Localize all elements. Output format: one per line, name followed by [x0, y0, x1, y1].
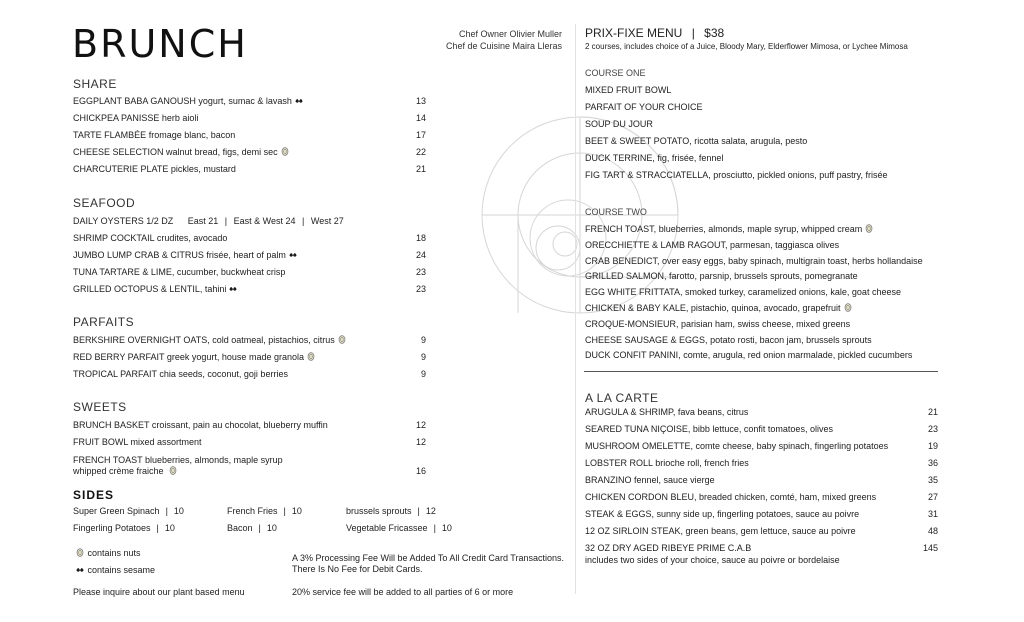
menu-item	[73, 130, 235, 141]
item-name: SHRIMP COCKTAIL	[73, 233, 155, 243]
item-description: green beans, gem lettuce, sauce au poivre	[685, 526, 856, 536]
seafood-heading: SEAFOOD	[73, 196, 136, 210]
sesame-icon	[75, 565, 85, 574]
side-name: Fingerling Potatoes	[73, 523, 151, 533]
a-la-carte-item	[585, 492, 876, 503]
course-two-item	[585, 303, 853, 314]
a-la-carte-item	[585, 424, 833, 435]
service-fee-note: 20% service fee will be added to all parties of 6 or more	[292, 587, 514, 597]
menu-item	[73, 420, 328, 431]
item-price: 9	[420, 369, 426, 379]
menu-item	[73, 164, 236, 175]
nut-icon	[337, 335, 347, 344]
item-price: 12	[415, 420, 426, 430]
a-la-carte-item	[585, 475, 715, 486]
item-price: 12	[415, 437, 426, 447]
item-description: parmesan, taggiasca olives	[730, 239, 840, 250]
item-name: 12 OZ SIRLOIN STEAK,	[585, 526, 684, 536]
item-description: breaded chicken, comté, ham, mixed greens	[699, 492, 877, 502]
side-item: French Fries | 10	[227, 506, 302, 516]
course-two-item	[585, 256, 923, 267]
item-description: fava beans, citrus	[677, 407, 749, 417]
item-description: potato rosti, bacon jam, brussels sprouts	[710, 334, 872, 345]
side-name: brussels sprouts	[346, 506, 412, 516]
item-price: 13	[415, 96, 426, 106]
course-one-item	[585, 170, 887, 181]
menu-item	[73, 284, 238, 295]
item-price: 36	[927, 458, 938, 468]
nut-icon	[843, 303, 853, 312]
item-name: CRAB BENEDICT,	[585, 255, 660, 266]
item-description: mixed assortment	[130, 437, 202, 447]
prix-fixe-heading: PRIX-FIXE MENU	[585, 26, 683, 40]
side-name: Super Green Spinach	[73, 506, 160, 516]
menu-item	[73, 96, 304, 107]
item-description: fennel, sauce vierge	[634, 475, 715, 485]
oysters-west: West 27	[310, 216, 344, 226]
item-name: BEET & SWEET POTATO,	[585, 136, 692, 146]
item-price: 23	[415, 284, 426, 294]
menu-item	[73, 437, 202, 448]
side-name: Bacon	[227, 523, 253, 533]
item-name: DUCK CONFIT PANINI,	[585, 350, 681, 361]
parfaits-heading: PARFAITS	[73, 315, 135, 329]
side-name: Vegetable Fricassee	[346, 523, 428, 533]
item-price: 19	[927, 441, 938, 451]
item-description: prosciutto, pickled onions, puff pastry, frisée	[713, 170, 888, 180]
item-price: 23	[415, 267, 426, 277]
course-one-item	[585, 136, 807, 147]
item-name: SOUP DU JOUR	[585, 119, 653, 129]
processing-fee-line2: There Is No Fee for Debit Cards.	[292, 564, 423, 574]
menu-item	[73, 335, 347, 346]
a-la-carte-item	[585, 458, 749, 469]
item-price: 27	[927, 492, 938, 502]
item-description: sunny side up, fingerling potatoes, sauce au poivre	[656, 509, 860, 519]
french-toast-desc2: whipped crème fraiche	[73, 466, 164, 476]
oysters-name: DAILY OYSTERS 1/2 DZ	[73, 216, 174, 226]
item-price: 145	[922, 543, 938, 553]
course-two-item	[585, 350, 912, 361]
item-description: pistachio, quinoa, avocado, grapefruit	[690, 303, 841, 313]
french-toast-name: FRENCH TOAST	[73, 455, 143, 465]
sesame-icon	[228, 284, 238, 293]
chef-owner: Chef Owner Olivier Muller	[458, 29, 562, 39]
nut-icon	[280, 147, 290, 156]
menu-item	[73, 147, 290, 158]
course-one-heading: COURSE ONE	[585, 68, 646, 78]
share-heading: SHARE	[73, 77, 117, 91]
sweets-heading: SWEETS	[73, 400, 127, 414]
nut-icon	[168, 466, 178, 475]
item-name: MIXED FRUIT BOWL	[585, 85, 672, 95]
item-name: FIG TART & STRACCIATELLA,	[585, 170, 711, 180]
item-name: CHICKEN CORDON BLEU,	[585, 492, 697, 502]
side-price: 10	[164, 523, 175, 533]
side-item: brussels sprouts | 12	[346, 506, 436, 516]
item-description: farotto, parsnip, brussels sprouts, pomegranate	[669, 271, 858, 282]
side-item: Super Green Spinach | 10	[73, 506, 184, 516]
course-two-item	[585, 287, 901, 298]
plant-based-note: Please inquire about our plant based menu	[73, 587, 245, 597]
course-one-item	[585, 102, 703, 113]
ribeye-note: includes two sides of your choice, sauce au poivre or bordelaise	[585, 555, 840, 565]
item-description: comte cheese, baby spinach, fingerling potatoes	[695, 441, 889, 451]
item-price: 18	[415, 233, 426, 243]
item-price: 17	[415, 130, 426, 140]
side-price: 10	[441, 523, 452, 533]
side-price: 12	[425, 506, 436, 516]
item-description: yogurt, sumac & lavash	[198, 96, 292, 106]
a-la-carte-item	[585, 441, 888, 452]
item-name: SEARED TUNA NIÇOISE,	[585, 424, 691, 434]
item-name: TARTE FLAMBÉE	[73, 130, 147, 140]
nut-icon	[864, 224, 874, 233]
side-item: Fingerling Potatoes | 10	[73, 523, 175, 533]
course-two-item	[585, 240, 839, 251]
item-description: cucumber, buckwheat crisp	[176, 267, 286, 277]
item-name: MUSHROOM OMELETTE,	[585, 441, 694, 451]
item-description: chia seeds, coconut, goji berries	[159, 369, 288, 379]
item-price: 21	[927, 407, 938, 417]
side-price: 10	[291, 506, 302, 516]
a-la-carte-item	[585, 509, 859, 520]
item-name: EGGPLANT BABA GANOUSH	[73, 96, 196, 106]
item-name: FRUIT BOWL	[73, 437, 129, 447]
item-name: ORECCHIETTE & LAMB RAGOUT,	[585, 239, 728, 250]
item-description: greek yogurt, house made granola	[166, 352, 304, 362]
oysters-east-west: East & West 24	[233, 216, 296, 226]
section-divider	[584, 371, 938, 372]
side-price: 10	[266, 523, 277, 533]
item-name: BERKSHIRE OVERNIGHT OATS,	[73, 335, 210, 345]
item-description: fromage blanc, bacon	[148, 130, 236, 140]
item-name: EGG WHITE FRITTATA,	[585, 287, 683, 298]
item-price: 9	[420, 352, 426, 362]
item-description: pickles, mustard	[170, 164, 236, 174]
a-la-carte-item	[585, 526, 856, 537]
french-toast-item	[73, 455, 283, 477]
legend-sesame-label: contains sesame	[87, 565, 156, 575]
french-toast-desc: blueberries, almonds, maple syrup	[145, 455, 283, 465]
item-name: CROQUE-MONSIEUR,	[585, 318, 679, 329]
french-toast-price: 16	[415, 466, 426, 476]
sesame-icon	[288, 250, 298, 259]
item-description: croissant, pain au chocolat, blueberry muffin	[151, 420, 328, 430]
item-name: RED BERRY PARFAIT	[73, 352, 165, 362]
item-description: herb aioli	[161, 113, 199, 123]
item-name: TUNA TARTARE & LIME,	[73, 267, 175, 277]
item-name: LOBSTER ROLL	[585, 458, 653, 468]
item-name: CHEESE SAUSAGE & EGGS,	[585, 334, 708, 345]
menu-item	[73, 113, 198, 124]
column-divider	[575, 24, 576, 594]
item-name: STEAK & EGGS,	[585, 509, 655, 519]
item-name: BRUNCH BASKET	[73, 420, 150, 430]
course-one-item	[585, 85, 671, 96]
nut-icon	[306, 352, 316, 361]
sesame-icon	[294, 96, 304, 105]
side-price: 10	[173, 506, 184, 516]
item-price: 14	[415, 113, 426, 123]
item-price: 22	[415, 147, 426, 157]
item-name: JUMBO LUMP CRAB & CITRUS	[73, 250, 204, 260]
side-name: French Fries	[227, 506, 278, 516]
page-title: BRUNCH	[72, 22, 248, 66]
menu-item	[73, 267, 285, 278]
item-name: CHARCUTERIE PLATE	[73, 164, 169, 174]
chef-credits	[380, 28, 562, 52]
item-description: cold oatmeal, pistachios, citrus	[212, 335, 335, 345]
item-description: brioche roll, french fries	[655, 458, 749, 468]
item-description: ricotta salata, arugula, pesto	[694, 136, 808, 146]
prix-fixe-header: PRIX-FIXE MENU | $38	[585, 26, 725, 40]
oysters-east: East 21	[187, 216, 219, 226]
item-description: tahini	[204, 284, 227, 294]
item-name: GRILLED SALMON,	[585, 271, 667, 282]
menu-item	[73, 352, 316, 363]
item-description: bibb lettuce, confit tomatoes, olives	[692, 424, 833, 434]
processing-fee-line1: A 3% Processing Fee Will be Added To All Credit Card Transactions.	[292, 553, 564, 563]
item-name: CHICKEN & BABY KALE,	[585, 303, 689, 313]
prix-fixe-price: $38	[704, 26, 725, 40]
item-name: DUCK TERRINE,	[585, 153, 655, 163]
item-name: BRANZINO	[585, 475, 632, 485]
legend-sesame	[73, 565, 155, 576]
item-name: PARFAIT OF YOUR CHOICE	[585, 102, 703, 112]
side-item: Vegetable Fricassee | 10	[346, 523, 452, 533]
item-description: blueberries, almonds, maple syrup, whipped cream	[658, 224, 863, 234]
side-item: Bacon | 10	[227, 523, 277, 533]
item-description: crudites, avocado	[156, 233, 228, 243]
menu-item	[73, 250, 298, 261]
item-name: FRENCH TOAST,	[585, 224, 657, 234]
item-description: parisian ham, swiss cheese, mixed greens	[681, 318, 851, 329]
chef-de-cuisine: Chef de Cuisine Maira Lleras	[445, 41, 562, 51]
nut-icon	[75, 548, 85, 557]
menu-item	[73, 369, 288, 380]
menu-item	[73, 233, 227, 244]
oysters-item: DAILY OYSTERS 1/2 DZ East 21 | East & West 24 | West 27	[73, 216, 344, 226]
item-price: 31	[927, 509, 938, 519]
legend-nuts	[73, 548, 141, 559]
course-two-heading: COURSE TWO	[585, 207, 647, 217]
item-price: 9	[420, 335, 426, 345]
course-two-item	[585, 335, 872, 346]
item-name: TROPICAL PARFAIT	[73, 369, 157, 379]
a-la-carte-item	[585, 407, 748, 418]
item-description: walnut bread, figs, demi sec	[166, 147, 278, 157]
item-description: over easy eggs, baby spinach, multigrain toast, herbs hollandaise	[662, 255, 923, 266]
course-two-item	[585, 224, 874, 235]
item-description: frisée, heart of palm	[206, 250, 286, 260]
legend-nuts-label: contains nuts	[87, 548, 141, 558]
item-description: smoked turkey, caramelized onions, kale, goat cheese	[685, 287, 901, 298]
item-name: ARUGULA & SHRIMP,	[585, 407, 676, 417]
course-one-item	[585, 119, 653, 130]
item-name: CHEESE SELECTION	[73, 147, 164, 157]
item-price: 24	[415, 250, 426, 260]
a-la-carte-item	[585, 543, 751, 554]
course-two-item	[585, 319, 850, 330]
sides-heading: SIDES	[73, 488, 115, 502]
item-name: 32 OZ DRY AGED RIBEYE PRIME C.A.B	[585, 543, 752, 553]
item-price: 23	[927, 424, 938, 434]
item-price: 35	[927, 475, 938, 485]
item-name: GRILLED OCTOPUS & LENTIL,	[73, 284, 203, 294]
a-la-carte-heading: A LA CARTE	[585, 391, 659, 405]
item-name: CHICKPEA PANISSE	[73, 113, 160, 123]
item-description: fig, frisée, fennel	[657, 153, 724, 163]
item-price: 21	[415, 164, 426, 174]
prix-fixe-note: 2 courses, includes choice of a Juice, Bloody Mary, Elderflower Mimosa, or Lychee Mimosa	[585, 42, 908, 51]
item-description: comte, arugula, red onion marmalade, pickled cucumbers	[683, 350, 913, 361]
item-price: 48	[927, 526, 938, 536]
course-one-item	[585, 153, 723, 164]
course-two-item	[585, 271, 858, 282]
processing-fee-note	[292, 553, 564, 575]
